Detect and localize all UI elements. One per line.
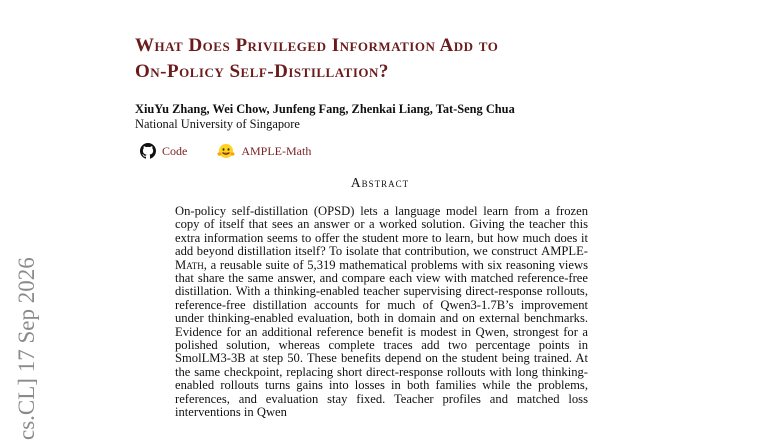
- author-list: XiuYu Zhang, Wei Chow, Junfeng Fang, Zhenkai Liang, Tat-Seng Chua: [135, 102, 515, 116]
- title-line-2: On-Policy Self-Distillation?: [135, 61, 389, 82]
- code-link-label: Code: [162, 143, 188, 158]
- abstract-text-2: , a reusable suite of 5,319 mathematical problems with six reasoning views that share the same answer, and compare each view with matched reference-free distillation. With a thinking-enabled teacher supervising direct-response rollouts, reference-free distillation accounts for much of Qwen3-1.7B’s improvement under thinking-enabled evaluation, both in domain and on external benchmarks. Evidence for an additional reference benefit is modest in Qwen, strongest for a polished solution, whereas complete traces add two percentage points in SmolLM3-3B at step 50. These benefits depend on the student being trained. At the same checkpoint, replacing short direct-response rollouts with long thinking-enabled rollouts turns gains into losses in both families while the problems, references, and evaluation stay fixed. Teacher profiles and matched loss interventions in Qwen: [175, 257, 588, 420]
- dataset-link-label: AMPLE-Math: [241, 143, 312, 158]
- arxiv-sidebar-stamp: cs.CL] 17 Sep 2026: [14, 257, 39, 440]
- dataset-link[interactable]: [217, 143, 311, 159]
- abstract-text-1: On-policy self-distillation (OPSD) lets a language model learn from a frozen copy of itself that sees an answer or a worked solution. Giving the teacher this extra information seems to offer the student more to learn, but how much does it add beyond distillation itself? To isolate that contribution, we construct: [175, 204, 588, 259]
- dataset-name: AMPLE-Math: [175, 244, 588, 272]
- abstract-heading: Abstract: [350, 175, 410, 190]
- resource-links: [140, 143, 341, 159]
- github-icon: [140, 143, 156, 159]
- affiliation: National University of Singapore: [135, 117, 300, 131]
- title-line-1: What Does Privileged Information Add to: [135, 35, 499, 56]
- abstract-body: [175, 205, 588, 420]
- paper-title: [135, 33, 695, 85]
- code-link[interactable]: [140, 143, 187, 159]
- hugging-face-icon: [217, 143, 235, 159]
